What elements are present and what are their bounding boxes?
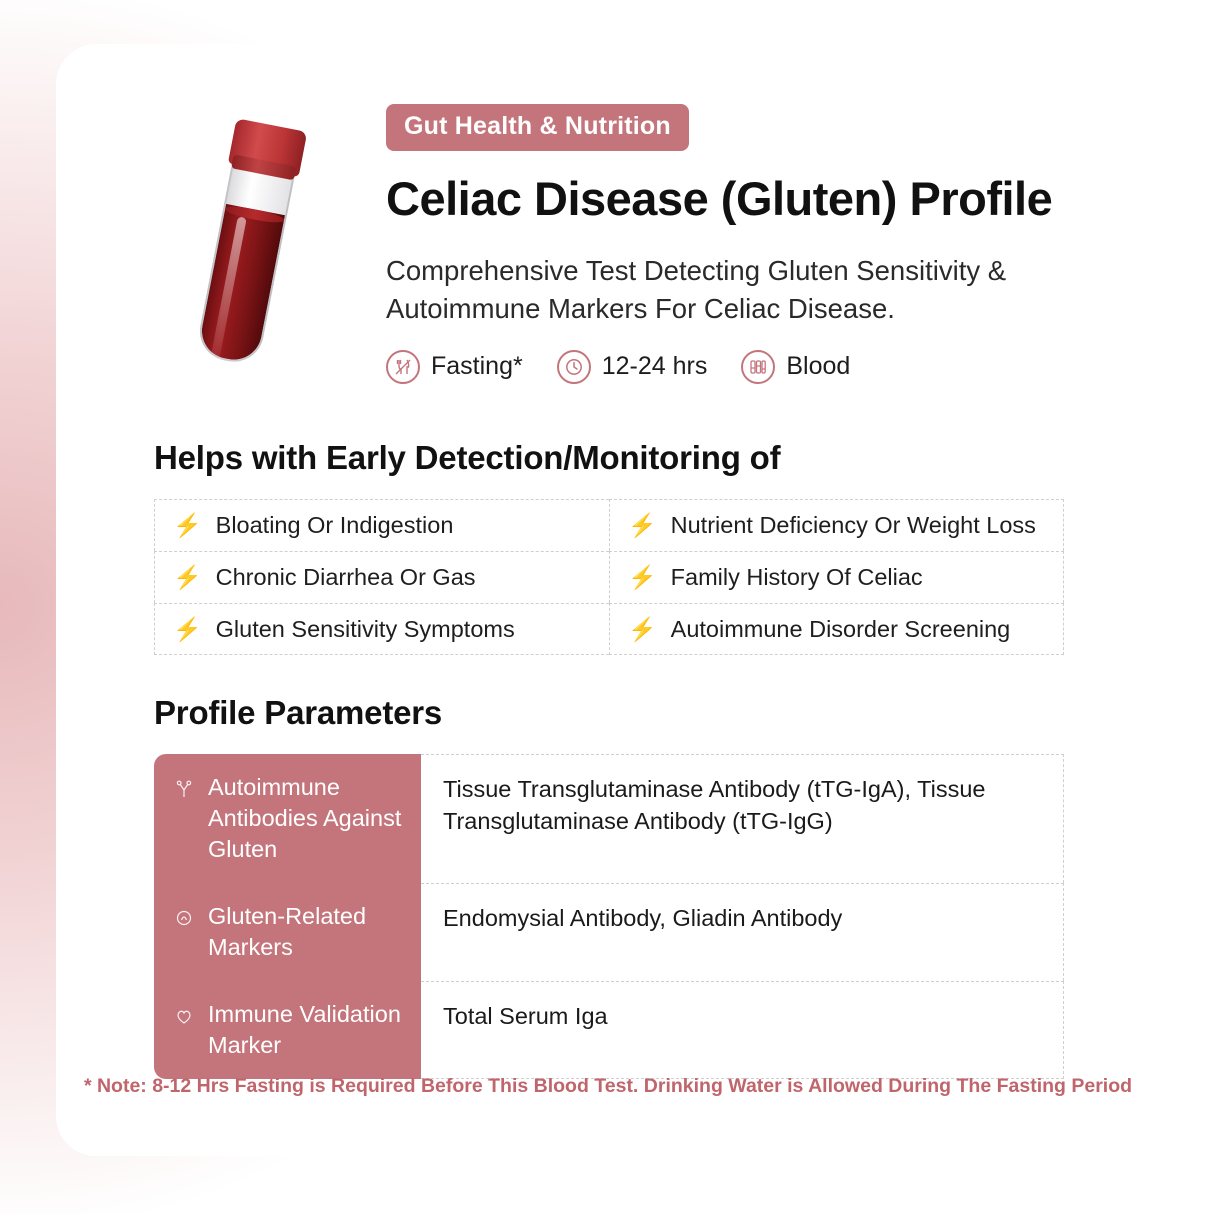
parameter-category-cell xyxy=(154,754,421,883)
meta-item-fasting xyxy=(386,350,523,384)
helps-item xyxy=(609,603,1064,655)
table-row xyxy=(154,754,1064,883)
helps-section xyxy=(154,439,1064,655)
helps-item xyxy=(609,551,1064,603)
bolt-icon: ⚡ xyxy=(173,615,202,642)
parameter-category-label: Gluten-Related Markers xyxy=(208,903,367,961)
helps-item-label: Nutrient Deficiency Or Weight Loss xyxy=(670,512,1036,538)
bolt-icon: ⚡ xyxy=(173,564,202,590)
blood-sample-icon xyxy=(741,350,775,384)
meta-label-fasting: Fasting* xyxy=(431,352,523,381)
helps-item-label: Autoimmune Disorder Screening xyxy=(670,615,1011,642)
meta-label-duration: 12-24 hrs xyxy=(601,352,708,381)
meta-item-sample xyxy=(741,350,850,384)
table-row xyxy=(154,883,1064,981)
parameter-category-label: Immune Validation Marker xyxy=(208,1001,401,1059)
parameters-section xyxy=(154,694,1064,1079)
meta-label-sample: Blood xyxy=(786,352,851,381)
immune-icon xyxy=(174,999,196,1061)
parameter-tests-cell: Endomysial Antibody, Gliadin Antibody xyxy=(421,883,1064,981)
helps-item xyxy=(154,551,609,603)
meta-row xyxy=(386,350,1120,384)
parameters-table xyxy=(154,754,1064,1079)
antibody-icon xyxy=(174,772,196,865)
helps-item-label: Chronic Diarrhea Or Gas xyxy=(215,564,476,590)
helps-item-label: Bloating Or Indigestion xyxy=(215,512,454,538)
content-card xyxy=(56,44,1160,1156)
parameter-category-cell xyxy=(154,981,421,1079)
parameter-category-label: Autoimmune Antibodies Against Gluten xyxy=(208,774,402,863)
parameters-section-title: Profile Parameters xyxy=(154,694,443,731)
page-title: Celiac Disease (Gluten) Profile xyxy=(386,172,1053,225)
tube-body xyxy=(195,162,295,367)
category-badge: Gut Health & Nutrition xyxy=(386,104,689,151)
test-tube-icon xyxy=(183,117,325,381)
helps-grid xyxy=(154,499,1064,655)
bolt-icon: ⚡ xyxy=(628,564,657,590)
helps-item xyxy=(154,499,609,551)
clock-icon xyxy=(557,350,591,384)
page-subtitle: Comprehensive Test Detecting Gluten Sensitivity & Autoimmune Markers For Celiac Disease. xyxy=(386,255,1007,324)
helps-section-title: Helps with Early Detection/Monitoring of xyxy=(154,439,781,476)
helps-item xyxy=(609,499,1064,551)
helps-item-label: Gluten Sensitivity Symptoms xyxy=(215,615,515,642)
bolt-icon: ⚡ xyxy=(173,512,202,538)
table-row xyxy=(154,981,1064,1079)
parameter-category-cell xyxy=(154,883,421,981)
header-text xyxy=(346,104,1120,384)
helps-item xyxy=(154,603,609,655)
marker-icon xyxy=(174,901,196,963)
bolt-icon: ⚡ xyxy=(628,615,657,642)
header-section xyxy=(56,44,1160,384)
blood-tube-illustration xyxy=(196,104,346,384)
parameter-tests-cell: Tissue Transglutaminase Antibody (tTG-IgA), Tissue Transglutaminase Antibody (tTG-IgG) xyxy=(421,754,1064,883)
meta-item-duration xyxy=(557,350,708,384)
bolt-icon: ⚡ xyxy=(628,512,657,538)
fasting-note: * Note: 8-12 Hrs Fasting is Required Before This Blood Test. Drinking Water is Allowed During The Fasting Period xyxy=(83,1075,1133,1097)
fasting-icon xyxy=(386,350,420,384)
parameter-tests-cell: Total Serum Iga xyxy=(421,981,1064,1079)
tube-cap xyxy=(228,118,307,177)
helps-item-label: Family History Of Celiac xyxy=(670,564,923,590)
